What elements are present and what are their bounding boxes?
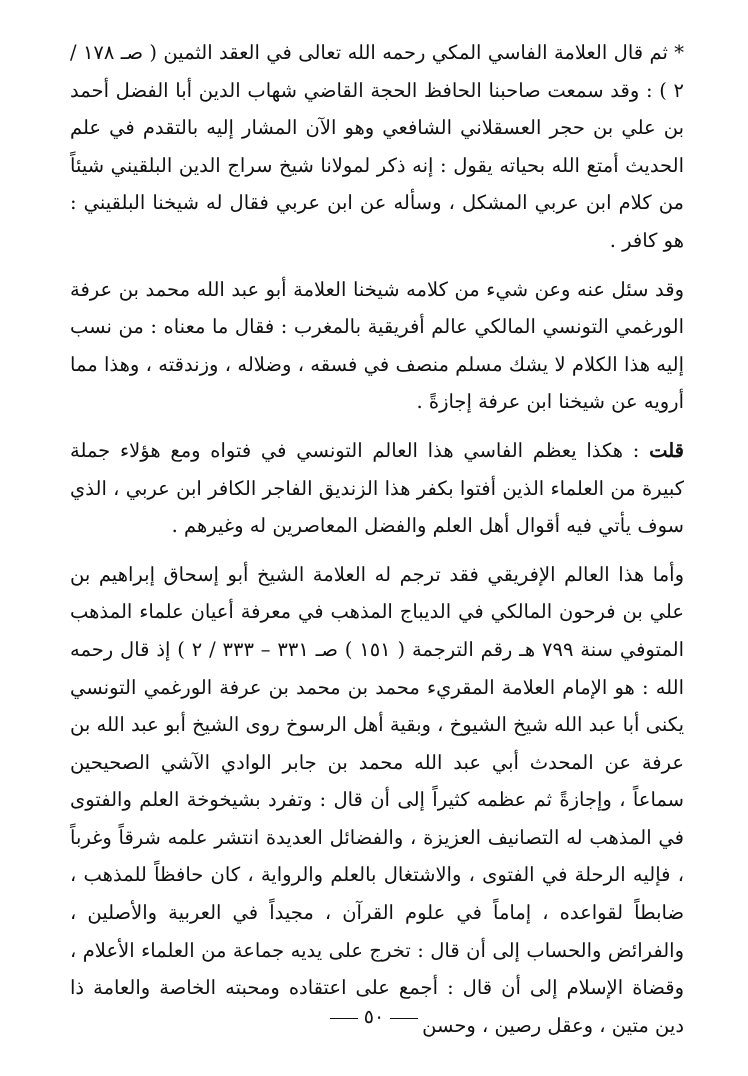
text-line: ثم عظمه كثيراً إلى أن قال : وتفرد بشيخوخة العلم والفتوى في المذهب له <box>70 788 684 849</box>
text-line: وأما هذا العالم الإفريقي فقد ترجم له العلامة الشيخ أبو إسحاق إبراهيم بن <box>70 562 684 586</box>
text-line: أبا عبد الله شيخ الشيوخ ، وبقية أهل الرسوخ روى الشيخ أبو عبد الله بن عرفة <box>70 713 684 774</box>
text-line: عن المحدث أبي عبد الله محمد بن جابر الوادي الآشي الصحيحين سماعاً ، وإجازةً <box>70 750 684 812</box>
text-line: قال : تخرج على يديه جماعة من العلماء الأعلام ، وقضاة الإسلام إلى أن قال : <box>70 938 685 1000</box>
text-line: التصانيف العزيزة ، والفضائل العديدة انتشر علمه شرقاً وغرباً ، فإليه الرحلة في <box>70 825 684 887</box>
text-line: إليه هذا الكلام لا يشك مسلم منصف في فسقه ، وضلاله ، وزندقته ، وهذا <box>104 352 684 376</box>
text-line: أجمع على اعتقاده ومحبته الخاصة والعامة ذا دين متين ، وعقل رصين ، وحسن <box>70 976 684 1037</box>
footer-dash-left <box>330 1018 358 1019</box>
text-line: : هكذا يعظم الفاسي هذا العالم التونسي في فتواه ومع هؤلاء جملة <box>70 438 650 462</box>
text-line: سنة ٧٩٩ هـ رقم الترجمة ( ١٥١ ) صـ ٣٣١ – ٣٣٣ / ٢ ) إذ قال رحمه الله : <box>70 637 684 699</box>
text-line: الفتوى ، والاشتغال بالعلم والرواية ، كان حافظاً للمذهب ، ضابطاً لقواعده ، <box>70 863 685 925</box>
text-line: سوف يأتي فيه أقوال أهل العلم والفضل المعاصرين له وغيرهم . <box>171 514 684 538</box>
paragraph-biography <box>70 556 684 1045</box>
text-line: * ثم قال العلامة الفاسي المكي رحمه الله تعالى في العقد الثمين <box>163 41 684 64</box>
paragraph-author-note <box>70 432 684 545</box>
text-line: أبا الفضل أحمد بن علي بن حجر العسقلاني الشافعي وهو الآن المشار إليه بالتقدم <box>70 78 685 140</box>
text-line: في علم الحديث أمتع الله بحياته يقول : إنه ذكر لمولانا شيخ سراج الدين البلقيني <box>70 116 685 177</box>
text-line: هو الإمام العلامة المقريء محمد بن محمد بن عرفة الورغمي التونسي يكنى <box>70 675 684 737</box>
page-number: ٥٠ <box>363 1006 385 1028</box>
text-line: هو كافر . <box>609 228 684 252</box>
text-line: مما أرويه عن شيخنا ابن عرفة إجازةً . <box>70 352 684 414</box>
footer-dash-right <box>390 1018 418 1019</box>
text-line: ( صـ ١٧٨ / ٢ ) : وقد سمعت صاحبنا الحافظ الحجة القاضي شهاب الدين <box>70 41 684 102</box>
paragraph-fasi-quote <box>70 34 684 260</box>
paragraph-ibn-arafa <box>70 271 684 421</box>
text-line: كبيرة من العلماء الذين أفتوا بكفر هذا الزنديق الفاجر الكافر ابن عربي ، الذي <box>70 476 684 500</box>
note-lead-word: قلت <box>649 438 684 462</box>
text-line: إماماً في علوم القرآن ، مجيداً في العربية والأصلين ، والفرائض والحساب إلى أن <box>70 901 685 962</box>
text-line: شيئاً من كلام ابن عربي المشكل ، وسأله عن ابن عربي فقال له شيخنا البلقيني : <box>70 153 684 215</box>
page-footer <box>0 1006 748 1028</box>
text-line: وقد سئل عنه وعن شيء من كلامه شيخنا العلامة أبو عبد الله محمد بن <box>118 277 684 301</box>
text-line: عرفة الورغمي التونسي المالكي عالم أفريقية بالمغرب : فقال ما معناه : من نسب <box>70 277 684 339</box>
text-line: علي بن فرحون المالكي في الديباج المذهب في معرفة أعيان علماء المذهب المتوفي <box>70 600 684 661</box>
